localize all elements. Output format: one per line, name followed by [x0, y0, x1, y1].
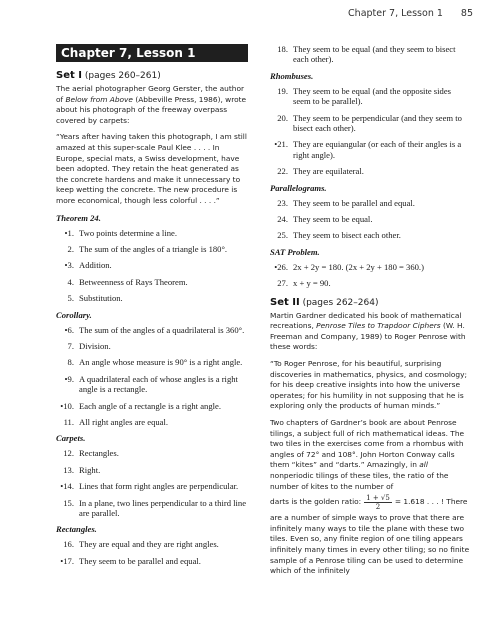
parallelograms-list: [270, 198, 470, 241]
set-2-heading: [270, 297, 470, 308]
answer-item: [56, 244, 248, 254]
answer-item: [270, 214, 470, 224]
item-text: They seem to be parallel and equal.: [79, 555, 201, 566]
item-text: The sum of the angles of a quadrilateral is 360°.: [79, 324, 245, 335]
answer-item: [56, 357, 248, 367]
answer-item: [56, 401, 248, 411]
theorem-list: [56, 228, 248, 304]
item-text: Division.: [79, 340, 111, 351]
penrose-dedication-quote: “To Roger Penrose, for his beautiful, surprising discoveries in mathematics, physics, and cosmology; for his deep creative insights into how the universe operates; for his humility in not supposing that he is exploring only the products of human minds.”: [270, 359, 467, 411]
item-text: In a plane, two lines perpendicular to a third line are parallel.: [79, 497, 247, 519]
set-1-label: Set I: [56, 70, 82, 81]
theorem-heading: Theorem 24.: [56, 212, 101, 223]
intro-text-a: The aerial photographer Georg Gerster, the author of: [56, 84, 245, 104]
carpets-heading: Carpets.: [56, 433, 86, 444]
rectangles-heading: Rectangles.: [56, 524, 97, 535]
sat-list: [270, 262, 470, 289]
intro-text-b: (Abbeville Press, 1986), wrote about his photograph of the freeway overpass covered by carpets:: [56, 94, 247, 125]
intro-book-title: Below from Above: [65, 94, 133, 104]
answer-item: [56, 341, 248, 351]
answer-item: [56, 228, 248, 238]
item-number: 22.: [277, 166, 288, 177]
answer-item: [56, 374, 248, 395]
item-number: 23.: [277, 197, 288, 208]
tilings-text-b: nonperiodic tilings of these tiles, the ratio of the number of kites to the number of: [270, 471, 449, 491]
tilings-paragraph: [270, 418, 470, 492]
item-text: An angle whose measure is 90° is a right angle.: [79, 357, 243, 368]
item-number: •6.: [64, 324, 74, 335]
corollary-heading: Corollary.: [56, 309, 92, 320]
gardner-book-title: Penrose Tiles to Trapdoor Ciphers: [316, 321, 441, 331]
sat-heading: SAT Problem.: [270, 246, 320, 257]
item-number: 27.: [277, 278, 288, 289]
item-number: 8.: [67, 357, 74, 368]
answer-item: [56, 260, 248, 270]
answer-item: [270, 44, 470, 65]
set-1-heading: [56, 70, 248, 81]
answer-item: [56, 498, 248, 519]
item-number: 12.: [63, 448, 74, 459]
intro-paragraph: [56, 84, 248, 126]
answer-item: [56, 556, 248, 566]
golden-ratio-line: [270, 494, 470, 511]
tilings-continuation: are a number of simple ways to prove that there are infinitely many ways to tile the plane with these two tiles. Even so, any finite region of one tiling appears infinitely many times in every other tiling; so no finite sample of a Penrose tiling can be used to determine which of the infinitely: [270, 513, 470, 576]
gerster-quote: “Years after having taken this photograph, I am still amazed at this super-scale Paul Klee . . . . In Europe, special mats, a Swiss development, have been adopted. They retain the heat generated as the concrete hardens and make it unnecessary to keep wetting the concrete. The new procedure is more economical, though less colorful . . . .”: [56, 132, 247, 205]
item-number: 19.: [277, 85, 288, 96]
answer-item: [270, 230, 470, 240]
item-number: 11.: [63, 417, 74, 427]
item-number: 20.: [277, 112, 288, 123]
answer-item: [56, 448, 248, 458]
item-number: •9.: [64, 373, 74, 384]
item-text: Rectangles.: [79, 448, 119, 459]
answer-item: [270, 166, 470, 176]
item-number: 2.: [67, 243, 74, 254]
parallelograms-heading: Parallelograms.: [270, 182, 327, 193]
item-number: 13.: [63, 464, 74, 475]
item-number: 15.: [63, 497, 74, 508]
item-text: 2x + 2y = 180. (2x + 2y + 180 = 360.): [293, 261, 424, 272]
rhombuses-list: [270, 86, 470, 177]
item-number: 7.: [67, 340, 74, 351]
item-text: Two points determine a line.: [79, 227, 177, 238]
item-text: Lines that form right angles are perpendicular.: [79, 481, 239, 492]
item-number: 16.: [63, 539, 74, 550]
item-text: They seem to be equal (and they seem to bisect each other).: [293, 44, 456, 65]
answer-item: [56, 481, 248, 491]
item-text: Each angle of a rectangle is a right angle.: [79, 400, 221, 411]
answer-item: [270, 86, 470, 107]
fraction-numerator: 1 + √5: [366, 494, 390, 503]
item-number: •17.: [60, 555, 74, 566]
item-number: 5.: [67, 293, 74, 304]
answer-item: [270, 113, 470, 134]
gardner-text-a: Martin Gardner dedicated his book of mathematical recreations,: [270, 310, 462, 331]
gardner-paragraph: [270, 311, 470, 353]
item-number: 24.: [277, 214, 288, 225]
item-number: •10.: [60, 400, 74, 411]
set-1-pages: (pages 260–261): [84, 71, 161, 81]
item-number: •14.: [60, 481, 74, 492]
set-2-label: Set II: [270, 296, 300, 308]
item-text: x + y = 90.: [293, 278, 331, 289]
rectangles-list: [56, 539, 248, 566]
item-text: Right.: [79, 464, 101, 475]
item-text: They are equilateral.: [293, 166, 364, 177]
answer-item: [270, 262, 470, 272]
item-text: Addition.: [79, 260, 112, 271]
item-text: All right angles are equal.: [79, 417, 169, 427]
item-text: They seem to be equal.: [293, 214, 373, 225]
answer-item: [56, 277, 248, 287]
tilings-emphasis: all: [419, 460, 428, 470]
answer-item: [270, 198, 470, 208]
ratio-prefix: darts is the golden ratio:: [270, 497, 362, 507]
chapter-title: Chapter 7, Lesson 1: [56, 44, 248, 62]
running-header-title: Chapter 7, Lesson 1: [348, 8, 443, 19]
carpets-list: [56, 448, 248, 518]
fraction-denominator: 2: [375, 503, 381, 512]
answer-item: [270, 278, 470, 288]
set-2-pages: (pages 262–264): [302, 297, 379, 308]
page-number: 85: [460, 8, 473, 19]
item-number: •3.: [64, 260, 74, 271]
answer-item: [56, 417, 248, 427]
rhombuses-heading: Rhombuses.: [270, 70, 314, 81]
gardner-text-b: (W. H. Freeman and Company, 1989) to Roger Penrose with these words:: [270, 321, 466, 352]
item-text: They seem to bisect each other.: [293, 230, 401, 241]
item-text: The sum of the angles of a triangle is 180°.: [79, 243, 228, 254]
item-text: Betweenness of Rays Theorem.: [79, 276, 188, 287]
answer-item: [270, 139, 470, 160]
corollary-list: [56, 325, 248, 428]
left-column: [56, 44, 248, 572]
answer-item: [56, 293, 248, 303]
item-number: •1.: [64, 227, 74, 238]
item-text: They seem to be perpendicular (and they seem to bisect each other).: [293, 112, 462, 134]
answer-item: [56, 325, 248, 335]
item-text: They are equiangular (or each of their angles is a right angle).: [293, 139, 462, 160]
item-text: They are equal and they are right angles.: [79, 539, 219, 550]
item-number: 4.: [67, 276, 74, 287]
item-text: A quadrilateral each of whose angles is a right angle is a rectangle.: [79, 373, 238, 395]
right-column: [270, 44, 470, 583]
item-text: They seem to be equal (and the opposite sides seem to be parallel).: [293, 85, 451, 107]
answer-item: [56, 465, 248, 475]
item-number: 18.: [277, 44, 288, 54]
golden-ratio-fraction: [364, 494, 392, 511]
item-number: •21.: [274, 139, 288, 150]
item-text: Substitution.: [79, 293, 123, 304]
tilings-text-a: Two chapters of Gardner’s book are about Penrose tilings, a subject full of rich mathematical ideas. The two tiles in the exercises come from a rhombus with angles of 72° and 108°. John Horton Conway calls them “kites” and “darts.” Amazingly, in: [270, 418, 465, 470]
item-number: 25.: [277, 230, 288, 241]
answer-item: [56, 539, 248, 549]
item-text: They seem to be parallel and equal.: [293, 197, 415, 208]
ratio-suffix: = 1.618 . . . ! There: [394, 497, 468, 507]
running-header: [348, 8, 473, 19]
item-number: •26.: [274, 261, 288, 272]
